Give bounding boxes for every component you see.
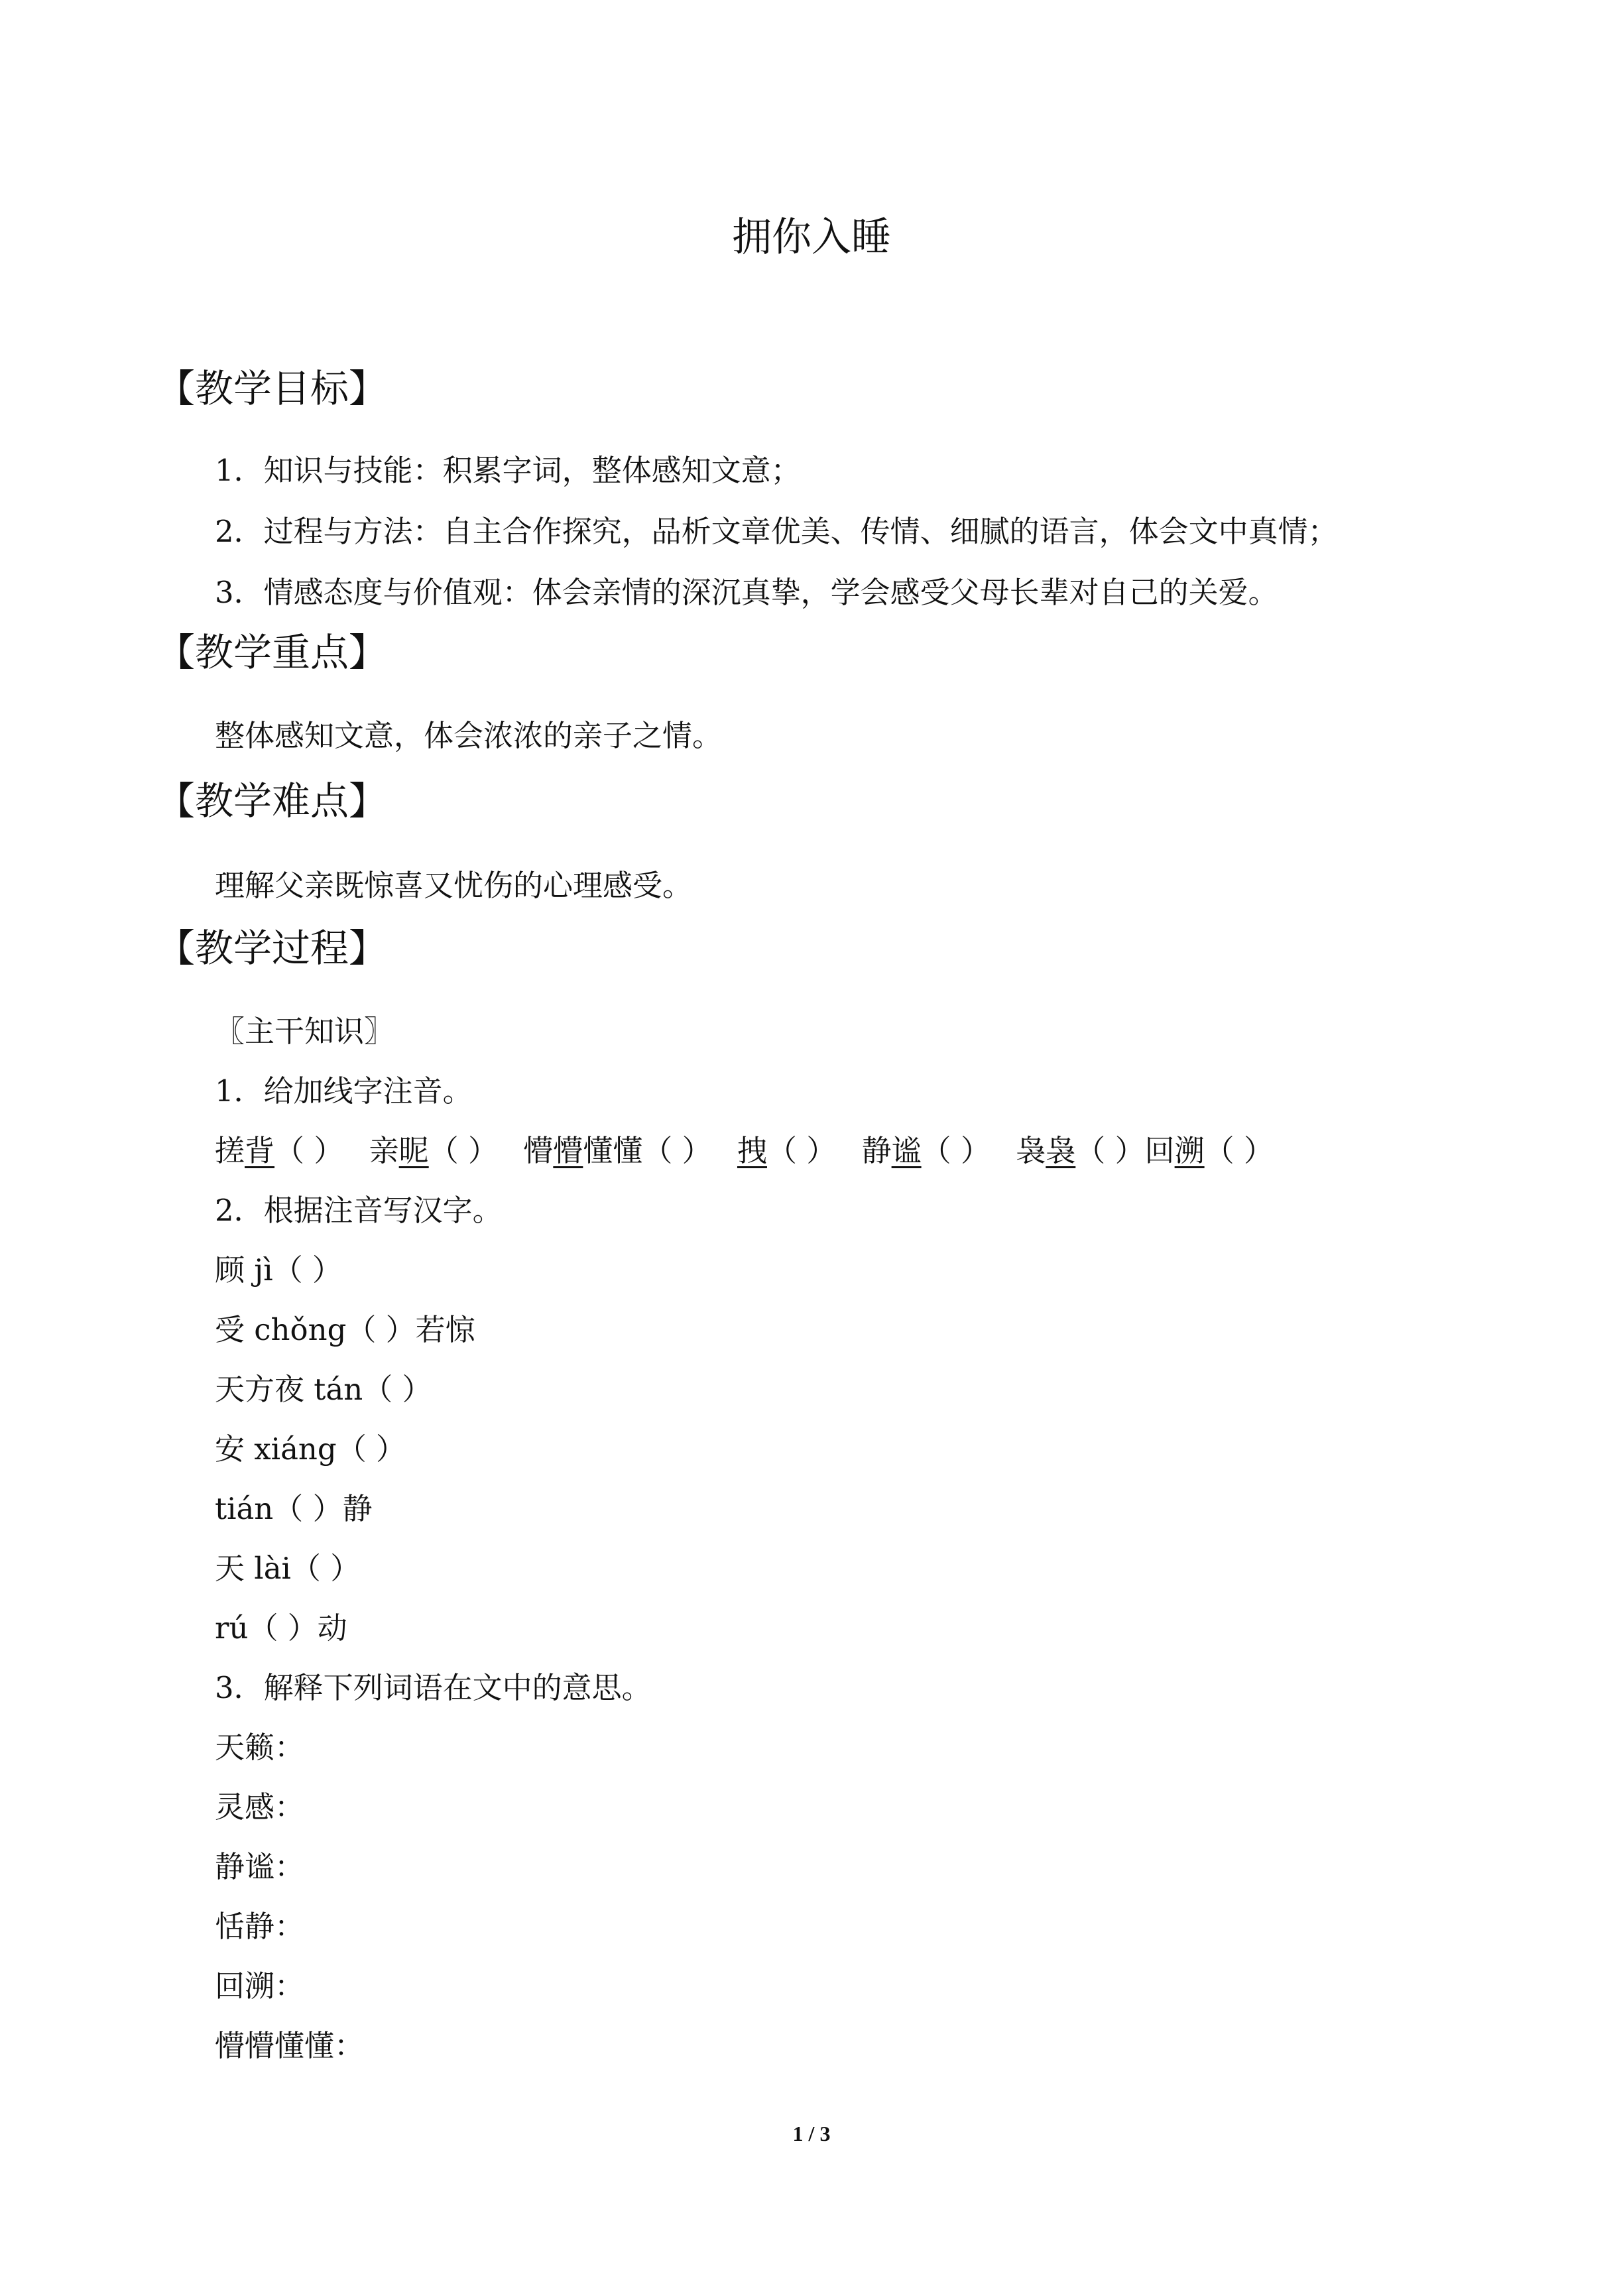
q2-item: 安 xiáng（ ） (215, 1431, 406, 1467)
q3-item: 灵感： (215, 1789, 305, 1825)
q1-word: 拽（ ） (737, 1133, 837, 1168)
q3-item: 回溯： (215, 1968, 305, 2004)
q3-item: 天籁： (215, 1730, 305, 1765)
goal-item-2: 2．过程与方法：自主合作探究，品析文章优美、传情、细腻的语言，体会文中真情； (215, 514, 1338, 549)
q1-word: 搓背（ ） (215, 1133, 344, 1168)
goal-item-3: 3．情感态度与价值观：体会亲情的深沉真挚，学会感受父母长辈对自己的关爱。 (215, 575, 1278, 610)
heading-key-points: 【教学重点】 (156, 630, 388, 675)
q1-word: 静谧（ ） (861, 1133, 991, 1168)
q3-label: 3．解释下列词语在文中的意思。 (215, 1670, 652, 1705)
difficulties-text: 理解父亲既惊喜又忧伤的心理感受。 (215, 868, 693, 903)
q1-word: 袅袅（ ） (1016, 1133, 1145, 1168)
q2-item: 天 lài（ ） (215, 1551, 361, 1586)
q1-word: 回溯（ ） (1144, 1133, 1274, 1168)
q2-item: 受 chǒng（ ）若惊 (215, 1312, 475, 1347)
subheading-main-knowledge: 〖主干知识〗 (215, 1014, 394, 1049)
q2-item: 天方夜 tán（ ） (215, 1372, 432, 1407)
q1-word-list (215, 1131, 1274, 1171)
page-title: 拥你入睡 (732, 214, 891, 261)
q2-label: 2．根据注音写汉字。 (215, 1193, 503, 1228)
heading-teaching-goals: 【教学目标】 (156, 366, 388, 411)
page-number: 1 / 3 (792, 2122, 831, 2145)
goal-item-1: 1．知识与技能：积累字词，整体感知文意； (215, 453, 801, 488)
key-points-text: 整体感知文意，体会浓浓的亲子之情。 (215, 718, 723, 753)
q2-item: 顾 jì（ ） (215, 1252, 342, 1288)
q1-label: 1．给加线字注音。 (215, 1073, 473, 1109)
q3-item: 懵懵懂懂： (215, 2028, 365, 2063)
q2-item: tián（ ）静 (215, 1491, 373, 1526)
q2-item: rú（ ）动 (215, 1610, 347, 1646)
q1-word: 亲昵（ ） (369, 1133, 498, 1168)
heading-difficulties: 【教学难点】 (156, 778, 388, 823)
q3-item: 恬静： (215, 1909, 305, 1944)
q3-item: 静谧： (215, 1849, 305, 1884)
q1-word: 懵懵懂懂（ ） (523, 1133, 712, 1168)
heading-teaching-process: 【教学过程】 (156, 926, 388, 971)
